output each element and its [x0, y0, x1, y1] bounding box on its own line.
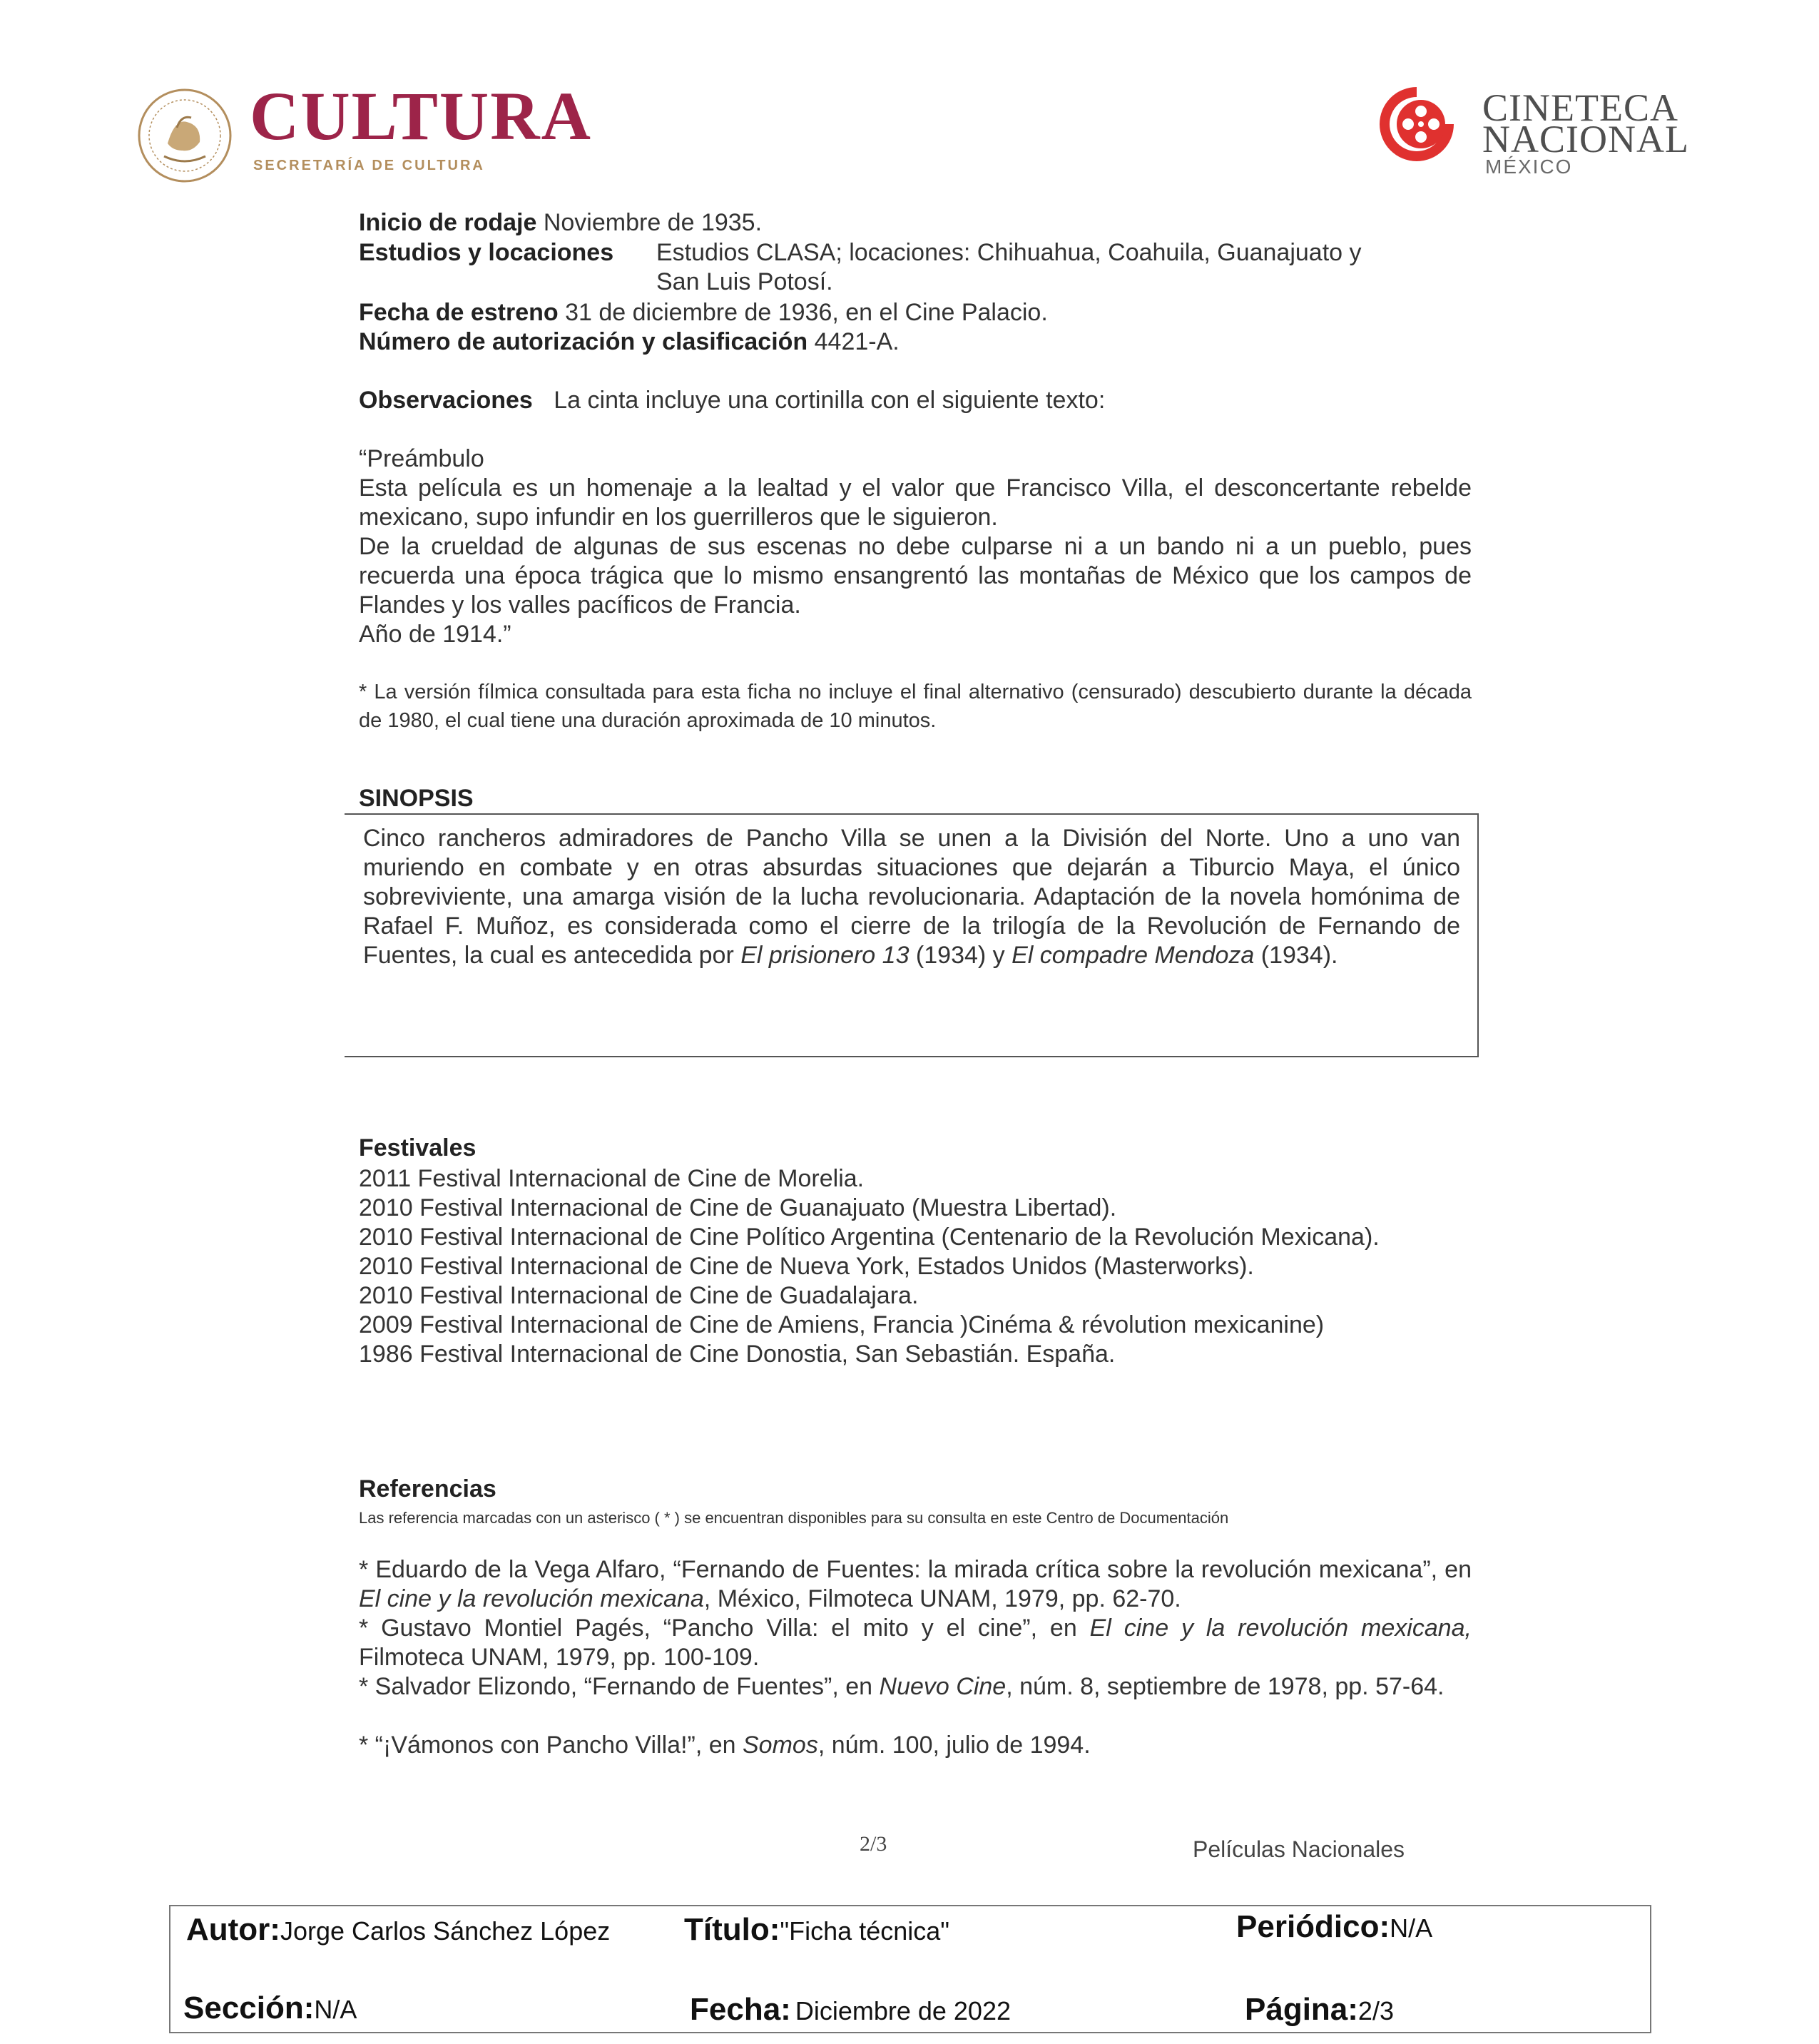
reference-item	[359, 1555, 1472, 1614]
sinopsis-text-part: (1934) y	[909, 942, 1012, 969]
reference-text: , núm. 8, septiembre de 1978, pp. 57-64.	[1006, 1673, 1444, 1700]
detail-label: Fecha de estreno	[359, 299, 559, 326]
cineteca-line3: MÉXICO	[1485, 156, 1573, 178]
detail-autorizacion	[359, 327, 900, 357]
detail-value: La cinta incluye una cortinilla con el siguiente texto:	[554, 387, 1106, 414]
meta-value: "Ficha técnica"	[780, 1916, 950, 1946]
festivales-heading: Festivales	[359, 1134, 477, 1161]
detail-estudios	[359, 238, 613, 268]
sinopsis-text-part: (1934).	[1254, 942, 1338, 969]
meta-titulo	[684, 1912, 949, 1948]
quote-paragraph: Esta película es un homenaje a la lealtad y el valor que Francisco Villa, el desconcertante rebelde mexicano, supo infundir en los guerrilleros que le siguieron.	[359, 474, 1472, 531]
meta-label: Fecha:	[690, 1992, 791, 2027]
detail-rodaje	[359, 208, 762, 238]
meta-autor	[186, 1912, 610, 1948]
reference-source: Nuevo Cine	[879, 1673, 1007, 1700]
meta-label: Título:	[684, 1912, 780, 1947]
meta-label: Página:	[1245, 1992, 1358, 2027]
festival-item: 2010 Festival Internacional de Cine de Guadalajara.	[359, 1282, 919, 1309]
cultura-logo	[136, 78, 606, 189]
quote-paragraph: De la crueldad de algunas de sus escenas no debe culparse ni a un bando ni a un pueblo, pues recuerda una época trágica que lo mismo ensangrentó las montañas de México que los campos de Flandes y los valles pacíficos de Francia.	[359, 533, 1472, 619]
festival-item: 2010 Festival Internacional de Cine Político Argentina (Centenario de la Revolución Mexicana).	[359, 1224, 1380, 1251]
detail-label: Observaciones	[359, 387, 533, 414]
detail-label: Estudios y locaciones	[359, 239, 614, 266]
festival-item: 2010 Festival Internacional de Cine de Guanajuato (Muestra Libertad).	[359, 1194, 1117, 1221]
reference-text: * Gustavo Montiel Pagés, “Pancho Villa: el mito y el cine”, en	[359, 1615, 1090, 1642]
reference-item	[359, 1672, 1472, 1702]
cineteca-logo	[1377, 84, 1698, 184]
cultura-subtitle: SECRETARÍA DE CULTURA	[253, 158, 485, 173]
page-number: 2/3	[860, 1832, 887, 1856]
detail-value: Noviembre de 1935.	[543, 209, 763, 236]
cineteca-line2: NACIONAL	[1482, 118, 1689, 161]
meta-value: N/A	[1390, 1913, 1433, 1943]
meta-table	[169, 1905, 1651, 2033]
reference-text: , México, Filmoteca UNAM, 1979, pp. 62-70.	[703, 1585, 1181, 1612]
detail-estreno	[359, 298, 1048, 327]
reference-text: , núm. 100, julio de 1994.	[817, 1732, 1091, 1759]
reference-item	[359, 1731, 1091, 1760]
quote-year: Año de 1914.”	[359, 621, 511, 648]
detail-value: San Luis Potosí.	[656, 268, 833, 295]
referencias-heading: Referencias	[359, 1475, 496, 1503]
reference-text: Filmoteca UNAM, 1979, pp. 100-109.	[359, 1644, 760, 1671]
meta-value: N/A	[314, 1995, 357, 2024]
detail-value: 4421-A.	[814, 328, 900, 355]
festival-item: 2010 Festival Internacional de Cine de Nueva York, Estados Unidos (Masterworks).	[359, 1253, 1254, 1280]
reference-source: El cine y la revolución mexicana	[359, 1585, 704, 1612]
meta-label: Periódico:	[1236, 1909, 1390, 1944]
meta-label: Sección:	[183, 1990, 315, 2025]
reference-text: * Salvador Elizondo, “Fernando de Fuentes”, en	[359, 1673, 880, 1700]
festival-item: 2009 Festival Internacional de Cine de Amiens, Francia )Cinéma & révolution mexicanine)	[359, 1311, 1325, 1338]
sinopsis-text	[363, 824, 1460, 970]
meta-seccion	[183, 1990, 357, 2026]
detail-label: Inicio de rodaje	[359, 209, 537, 236]
mexico-seal-icon	[136, 86, 234, 185]
meta-value: Jorge Carlos Sánchez López	[280, 1916, 611, 1946]
sinopsis-text-part: Cinco rancheros admiradores de Pancho Villa se unen a la División del Norte. Uno a uno van muriendo en combate y en otras absurdas situaciones que dejarán a Tiburcio Maya, el único sobreviviente, una amarga visión de la lucha revolucionaria. Adaptación de la novela homónima de Rafael F. Muñoz, es considerada como el cierre de la trilogía de la Revolución de Fernando de Fuentes, la cual es antecedida por	[363, 825, 1460, 969]
film-reel-icon	[1377, 84, 1457, 164]
reference-source: Somos	[743, 1732, 818, 1759]
detail-observaciones	[359, 386, 1105, 415]
film-title: El compadre Mendoza	[1012, 942, 1255, 969]
meta-value: 2/3	[1357, 1996, 1394, 2025]
cineteca-line1: CINETECA	[1482, 86, 1678, 129]
festival-item: 2011 Festival Internacional de Cine de Morelia.	[359, 1165, 865, 1192]
reference-item	[359, 1614, 1472, 1672]
cultura-wordmark: CULTURA	[250, 78, 592, 154]
detail-value: Estudios CLASA; locaciones: Chihuahua, Coahuila, Guanajuato y	[656, 239, 1362, 266]
film-title: El prisionero 13	[740, 942, 910, 969]
reference-text: * “¡Vámonos con Pancho Villa!”, en	[359, 1732, 743, 1759]
meta-periodico	[1236, 1909, 1432, 1945]
festival-item: 1986 Festival Internacional de Cine Donostia, San Sebastián. España.	[359, 1341, 1116, 1368]
reference-source: El cine y la revolución mexicana,	[1089, 1615, 1472, 1642]
meta-label: Autor:	[186, 1912, 280, 1947]
series-name: Películas Nacionales	[1193, 1836, 1405, 1862]
detail-value: 31 de diciembre de 1936, en el Cine Palacio.	[565, 299, 1048, 326]
meta-value: Diciembre de 2022	[795, 1996, 1011, 2025]
sinopsis-heading: SINOPSIS	[359, 785, 474, 812]
referencias-subheading: Las referencia marcadas con un asterisco ( * ) se encuentran disponibles para su consulta en este Centro de Documentación	[359, 1509, 1229, 1527]
reference-text: * Eduardo de la Vega Alfaro, “Fernando de Fuentes: la mirada crítica sobre la revolución mexicana”, en	[359, 1556, 1472, 1583]
meta-pagina	[1245, 1992, 1394, 2028]
quote-title: “Preámbulo	[359, 445, 484, 472]
version-note: * La versión fílmica consultada para esta ficha no incluye el final alternativo (censurado) descubierto durante la década de 1980, el cual tiene una duración aproximada de 10 minutos.	[359, 681, 1472, 732]
detail-label: Número de autorización y clasificación	[359, 328, 808, 355]
meta-fecha	[690, 1992, 1011, 2028]
